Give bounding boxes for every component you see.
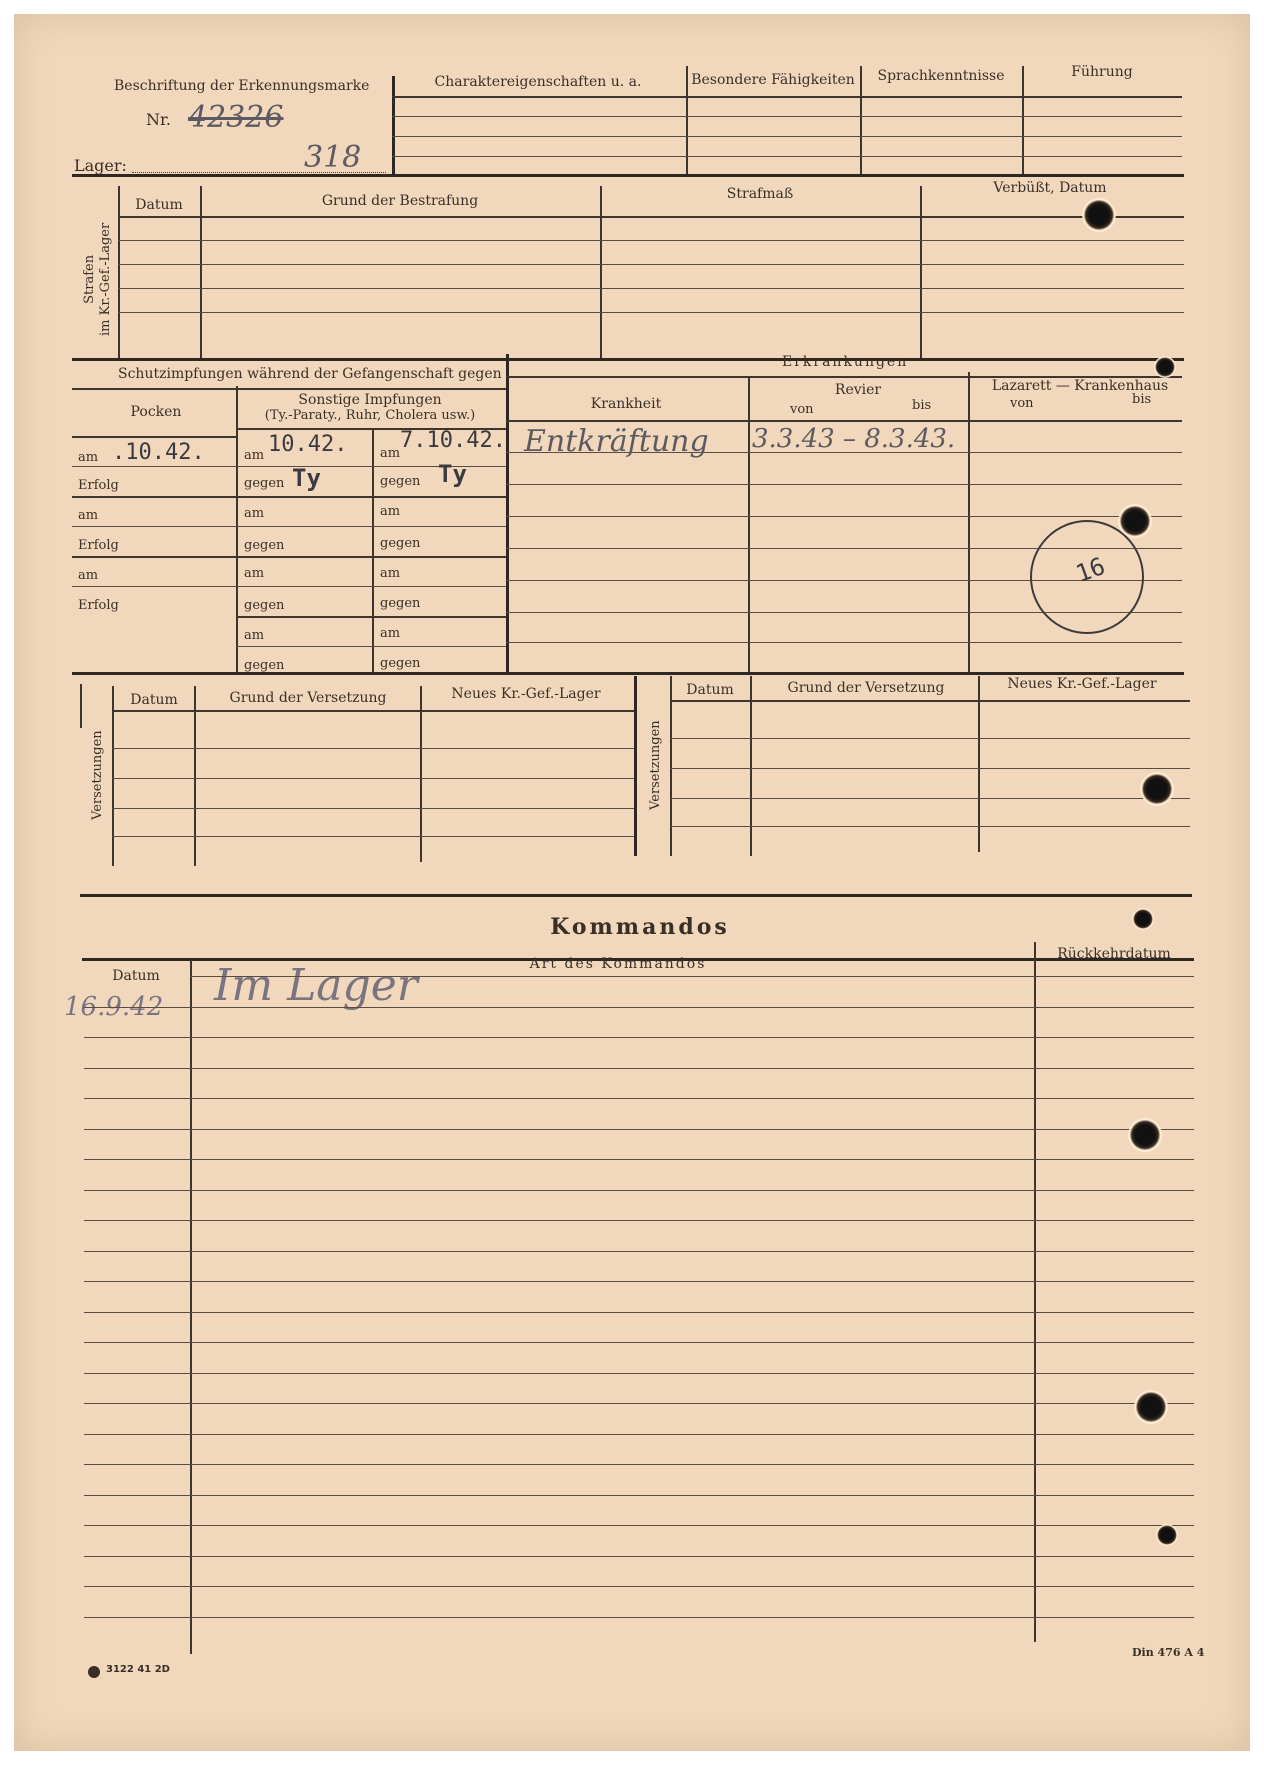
- grid-line: [670, 798, 1190, 799]
- punch-hole: [1154, 356, 1176, 378]
- grid-line: [1034, 942, 1036, 1642]
- erkrankungen-title: Erkrankungen: [782, 354, 909, 370]
- grid-line: [506, 642, 1182, 643]
- stamp-value: 16: [1072, 551, 1109, 589]
- versetzungen-side-label-right: Versetzungen: [648, 720, 663, 810]
- grid-line: [80, 894, 1192, 897]
- kommandos-row-line: [84, 1434, 1194, 1435]
- grid-line: [72, 436, 236, 438]
- pocken-erfolg-label-2: Erfolg: [78, 538, 119, 553]
- kommandos-row-line: [84, 1068, 1194, 1069]
- grid-line: [392, 136, 1182, 137]
- col-sprach: Sprachkenntnisse: [877, 68, 1005, 84]
- sonst2-am-label-1: am: [380, 446, 401, 461]
- grid-line: [506, 516, 1182, 517]
- print-mark-icon: [88, 1666, 100, 1678]
- kommandos-title: Kommandos: [550, 914, 730, 940]
- header-divider: [392, 76, 395, 176]
- grid-line: [118, 264, 1184, 265]
- grid-line: [236, 646, 506, 647]
- erk-revier-von: von: [790, 402, 814, 417]
- punch-hole: [1134, 1390, 1168, 1424]
- kommandos-row-line: [190, 976, 1194, 977]
- lager-value: 318: [304, 140, 362, 175]
- grid-line: [1022, 66, 1024, 176]
- sonst1-am-label-4: am: [244, 628, 265, 643]
- col-fuehrung: Führung: [1071, 64, 1133, 80]
- marke-title: Beschriftung der Erkennungsmarke: [114, 78, 370, 94]
- grid-line: [686, 66, 688, 176]
- grid-line: [118, 288, 1184, 289]
- impfungen-title: Schutzimpfungen während der Gefangenschaft gegen: [118, 366, 502, 382]
- kommandos-row-line: [84, 1373, 1194, 1374]
- grid-line: [392, 96, 1182, 98]
- grid-line: [112, 808, 634, 809]
- grid-line: [392, 116, 1182, 117]
- pocken-am-value: .10.42.: [112, 440, 205, 465]
- vers-right-col-neues-lager: Neues Kr.-Gef.-Lager: [1007, 676, 1157, 692]
- punch-hole: [1156, 1524, 1178, 1546]
- kommandos-col-datum: Datum: [112, 968, 160, 984]
- kommandos-row-line: [84, 1220, 1194, 1221]
- sonst2-am-label-4: am: [380, 626, 401, 641]
- col-charakter: Charaktereigenschaften u. a.: [434, 74, 642, 90]
- vers-right-col-grund: Grund der Versetzung: [787, 680, 945, 696]
- grid-line: [118, 240, 1184, 241]
- erk-col-revier: Revier: [834, 382, 882, 398]
- sonst1-gegen-value: Ty: [292, 464, 321, 492]
- nr-label: Nr.: [146, 110, 171, 129]
- punch-hole: [1082, 198, 1116, 232]
- punch-hole: [1118, 504, 1152, 538]
- grid-line: [392, 156, 1182, 157]
- grid-line: [670, 676, 672, 856]
- grid-line: [118, 312, 1184, 313]
- strafen-col-datum: Datum: [135, 197, 183, 213]
- kommandos-row-line: [84, 1281, 1194, 1282]
- sonst2-gegen-label-3: gegen: [380, 596, 421, 611]
- kommandos-col-rueckkehr: Rückkehrdatum: [1057, 946, 1171, 962]
- kommandos-row-line: [84, 1464, 1194, 1465]
- grid-line: [920, 186, 922, 358]
- kommandos-row-line: [84, 1586, 1194, 1587]
- sonst2-gegen-label-4: gegen: [380, 656, 421, 671]
- sonst1-gegen-label-2: gegen: [244, 538, 285, 553]
- kommandos-row-line: [84, 1251, 1194, 1252]
- sonst1-am-label-3: am: [244, 566, 265, 581]
- erk-lazarett-von: von: [1010, 396, 1034, 411]
- grid-line: [112, 748, 634, 749]
- sonst1-gegen-label-4: gegen: [244, 658, 285, 673]
- sonst1-am-value: 10.42.: [268, 432, 348, 457]
- grid-line: [80, 684, 82, 728]
- grid-line: [506, 484, 1182, 485]
- print-code: 3122 41 2D: [106, 1664, 170, 1675]
- grid-line: [112, 686, 114, 866]
- strafen-col-verbuesst: Verbüßt, Datum: [993, 180, 1107, 196]
- grid-line: [670, 768, 1190, 769]
- kommandos-row-line: [84, 1037, 1194, 1038]
- erk-col-lazarett: Lazarett — Krankenhaus: [991, 378, 1169, 394]
- grid-line: [194, 686, 196, 866]
- impf-col-sonstige-1: Sonstige Impfungen: [298, 392, 442, 408]
- sonst2-gegen-value: Ty: [438, 460, 467, 488]
- vers-right-col-datum: Datum: [686, 682, 734, 698]
- grid-line: [968, 372, 970, 674]
- lager-label: Lager:: [74, 156, 127, 175]
- grid-line: [72, 496, 506, 498]
- pocken-erfolg-label-1: Erfolg: [78, 478, 119, 493]
- vers-left-col-grund: Grund der Versetzung: [229, 690, 387, 706]
- impf-col-pocken: Pocken: [130, 404, 182, 420]
- sonst1-am-label-1: am: [244, 448, 265, 463]
- sonst2-am-label-3: am: [380, 566, 401, 581]
- grid-line: [236, 616, 506, 618]
- grid-line: [72, 556, 506, 558]
- revier-value: 3.3.43 – 8.3.43.: [752, 424, 956, 454]
- strafen-col-grund: Grund der Bestrafung: [321, 193, 479, 209]
- grid-line: [72, 586, 506, 587]
- sonst2-am-label-2: am: [380, 504, 401, 519]
- grid-line: [506, 354, 509, 674]
- grid-line: [72, 526, 506, 527]
- grid-line: [670, 700, 1190, 702]
- grid-line: [860, 66, 862, 176]
- grid-line: [112, 710, 634, 712]
- kommandos-row-line: [84, 1129, 1194, 1130]
- kommandos-row-line: [84, 1403, 1194, 1404]
- grid-line: [200, 186, 202, 358]
- grid-line: [118, 216, 1184, 218]
- erk-col-krankheit: Krankheit: [590, 396, 662, 412]
- nr-value: 42326: [188, 100, 284, 135]
- punch-hole: [1132, 908, 1154, 930]
- strafen-side-label: Strafen im Kr.-Gef.-Lager: [82, 222, 113, 336]
- kommandos-row1-art: Im Lager: [214, 960, 418, 1011]
- kommandos-row-line: [84, 1159, 1194, 1160]
- kommandos-row-line: [84, 1098, 1194, 1099]
- grid-line: [190, 960, 192, 1654]
- grid-line: [670, 826, 1190, 827]
- col-faehigkeiten: Besondere Fähigkeiten: [691, 72, 855, 88]
- grid-line: [506, 420, 1182, 422]
- grid-line: [112, 836, 634, 837]
- grid-line: [72, 388, 506, 390]
- kommandos-row-line: [84, 1525, 1194, 1526]
- grid-line: [72, 358, 1184, 361]
- sonst1-am-label-2: am: [244, 506, 265, 521]
- pocken-am-label-3: am: [78, 568, 99, 583]
- sonst2-am-value: 7.10.42.: [400, 428, 506, 453]
- pocken-am-label-1: am: [78, 450, 99, 465]
- kommandos-row-line: [84, 1190, 1194, 1191]
- sonst2-gegen-label-1: gegen: [380, 474, 421, 489]
- versetzungen-side-label-left: Versetzungen: [90, 730, 105, 820]
- grid-line: [112, 778, 634, 779]
- vers-left-col-datum: Datum: [130, 692, 178, 708]
- pocken-erfolg-label-3: Erfolg: [78, 598, 119, 613]
- strafen-col-strafmass: Strafmaß: [726, 186, 794, 202]
- kommandos-row-line: [84, 1556, 1194, 1557]
- grid-line: [372, 428, 374, 674]
- punch-hole: [1128, 1118, 1162, 1152]
- punch-hole: [1140, 772, 1174, 806]
- krankheit-value: Entkräftung: [524, 424, 709, 459]
- kommandos-row-line: [84, 1007, 1194, 1008]
- kommandos-row-line: [84, 1342, 1194, 1343]
- sonst1-gegen-label-3: gegen: [244, 598, 285, 613]
- kommandos-row-line: [84, 1617, 1194, 1618]
- pocken-am-label-2: am: [78, 508, 99, 523]
- sonst2-gegen-label-2: gegen: [380, 536, 421, 551]
- erk-revier-bis: bis: [912, 398, 932, 413]
- grid-line: [600, 186, 602, 358]
- impf-col-sonstige-2: (Ty.-Paraty., Ruhr, Cholera usw.): [264, 408, 476, 423]
- din-label: Din 476 A 4: [1132, 1646, 1205, 1659]
- kommandos-col-art: Art des Kommandos: [529, 956, 707, 972]
- sonst1-gegen-label-1: gegen: [244, 476, 285, 491]
- kommandos-row1-datum: 16.9.42: [64, 992, 164, 1022]
- grid-line: [670, 738, 1190, 739]
- kommandos-row-line: [84, 1495, 1194, 1496]
- grid-line: [118, 186, 120, 358]
- grid-line: [634, 676, 637, 856]
- vers-left-col-neues-lager: Neues Kr.-Gef.-Lager: [451, 686, 601, 702]
- erk-lazarett-bis: bis: [1132, 392, 1152, 407]
- grid-line: [748, 378, 750, 674]
- grid-line: [72, 672, 1184, 675]
- grid-line: [750, 676, 752, 856]
- grid-line: [72, 174, 1184, 177]
- kommandos-row-line: [84, 1312, 1194, 1313]
